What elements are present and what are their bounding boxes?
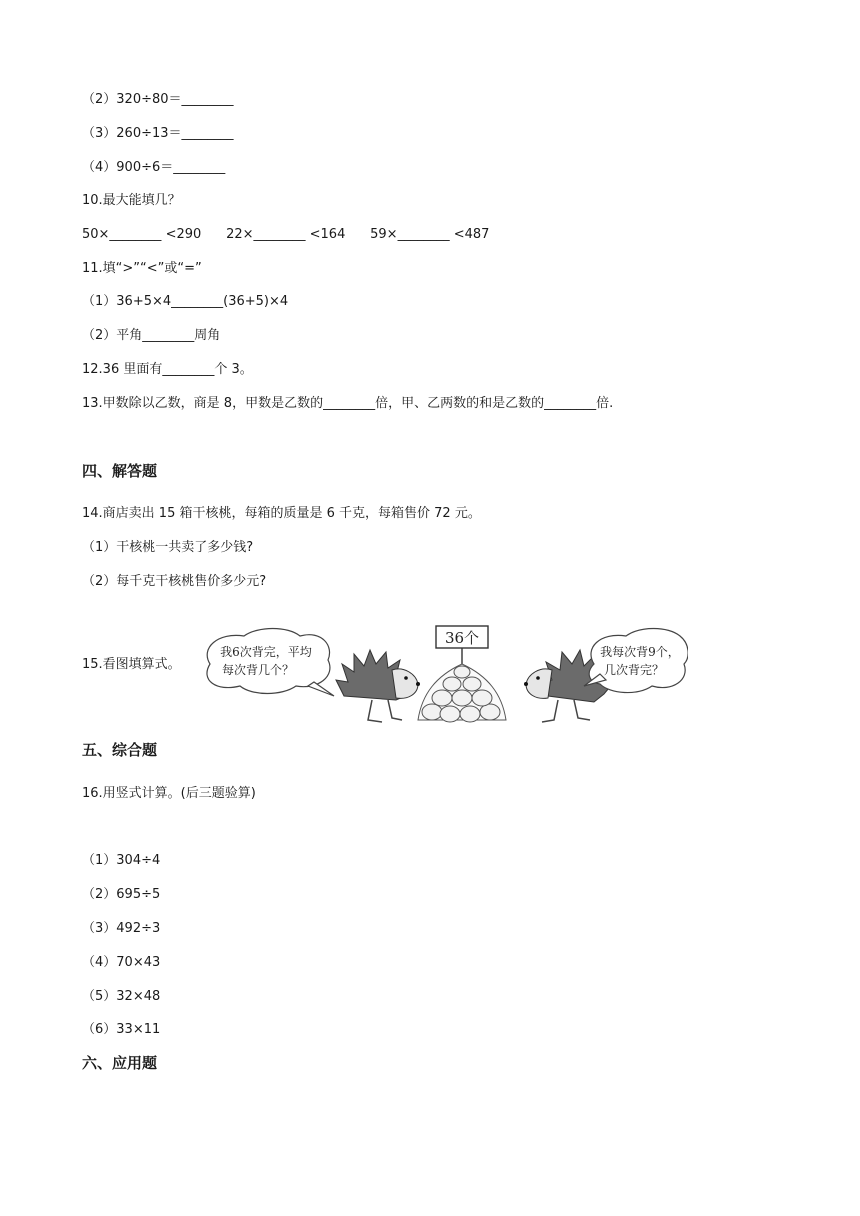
q9-item-3: （3）260÷13＝________ [82,126,234,141]
q9-item-4: （4）900÷6＝________ [82,160,226,175]
left-bubble-line-1: 我6次背完，平均 [220,645,312,659]
q11-title: 11.填“>”“<”或“=” [82,261,202,276]
q9-item-2: （2）320÷80＝________ [82,92,234,107]
q15-title: 15.看图填算式。 [82,657,181,672]
q11-item-1: （1）36+5×4________(36+5)×4 [82,294,289,309]
q14-title: 14.商店卖出 15 箱干核桃，每箱的质量是 6 千克，每箱售价 72 元。 [82,506,481,521]
q16-title: 16.用竖式计算。(后三题验算) [82,786,256,801]
q16-item-4: （4）70×43 [82,955,161,970]
q16-item-1: （1）304÷4 [82,853,161,868]
left-hedgehog-icon [336,650,420,722]
q16-item-5: （5）32×48 [82,989,161,1004]
q16-item-6: （6）33×11 [82,1022,161,1037]
right-bubble-line-2: 几次背完？ [603,663,665,677]
q14-item-2: （2）每千克干核桃售价多少元? [82,574,267,589]
price-sign [436,626,488,668]
right-speech-bubble [584,629,688,693]
section-6-heading: 六、应用题 [82,1054,158,1072]
q10-title: 10.最大能填几？ [82,193,181,208]
q16-item-2: （2）695÷5 [82,887,161,902]
sign-text: 36个 [444,629,480,647]
left-bubble-line-2: 每次背几个？ [221,663,295,677]
hedgehog-figure [196,624,688,726]
section-4-heading: 四、解答题 [82,462,158,480]
right-bubble-line-1: 我每次背9个， [600,645,680,659]
section-5-heading: 五、综合题 [82,741,158,759]
q10-body: 50×________ <290 22×________ <164 59×________ <487 [82,227,490,242]
left-speech-bubble [207,629,334,697]
q14-item-1: （1）干核桃一共卖了多少钱? [82,540,254,555]
q13: 13.甲数除以乙数，商是 8，甲数是乙数的________倍，甲、乙两数的和是乙数的________倍. [82,396,614,411]
q12: 12.36 里面有________个 3。 [82,362,253,377]
q11-item-2: （2）平角________周角 [82,328,221,343]
q16-item-3: （3）492÷3 [82,921,161,936]
fruit-pile-icon [418,664,506,722]
